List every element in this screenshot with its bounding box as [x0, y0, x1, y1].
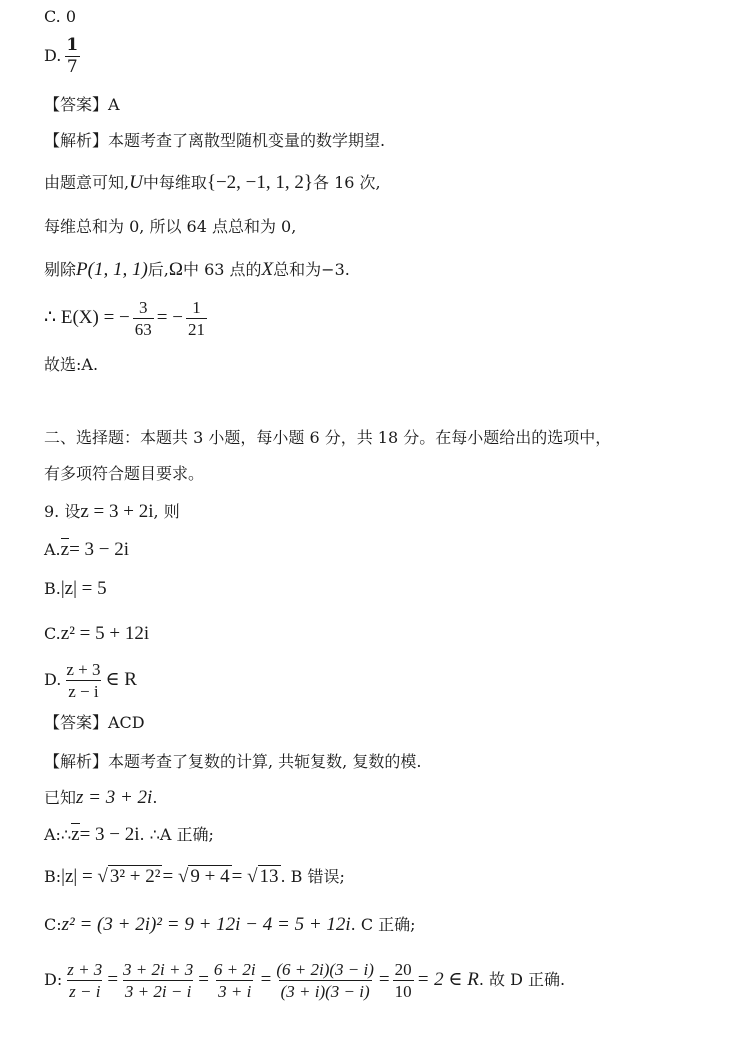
section-heading-line1: 二、选择题：本题共 3 小题，每小题 6 分，共 18 分。在每小题给出的选项中， [44, 428, 612, 447]
solution-step-d: D: $\frac{z + 3}{z - i}$ = $\frac{3 + 2i + 3}{3 + 2i - i}$ = $\frac{6 + 2i}{3 + i}$ = $\frac{(6 + 2i)(3 - i)}{(3 + i)(3 - i)}$ = $\frac{20}{10}$ = 2 ∈ R. 故 D 正确. [44, 960, 566, 1001]
option-c: C. 0 [44, 7, 77, 26]
conclusion: 故选:A. [44, 355, 99, 374]
given-line: 已知z = 3 + 2i. [44, 787, 158, 808]
answer-line: 【答案】ACD [44, 713, 145, 732]
option-d [44, 36, 83, 77]
option-label: D. [44, 46, 62, 65]
analysis-heading: 【解析】本题考查了复数的计算, 共轭复数, 复数的模. [44, 752, 422, 771]
option-b: B.|z| = 5 [44, 578, 107, 599]
question-stem: 9. 设z = 3 + 2i, 则 [44, 501, 180, 522]
fraction: $\frac{20}{10}$ [394, 960, 412, 1001]
option-a: A.z= 3 − 2i [44, 539, 130, 560]
fraction: $\frac{z + 3}{z - i}$ [67, 960, 103, 1001]
fraction: $\frac{1}{7}$ [66, 35, 79, 77]
fraction: $\frac{z + 3}{z - i}$ [66, 660, 101, 701]
solution-step-b: B:|z| = √ 3² + 2² = √ 9 + 4 = √ 13 . B 错误; [44, 866, 345, 887]
fraction: $\frac{(6 + 2i)(3 - i)}{(3 + i)(3 - i)}$ [276, 960, 374, 1001]
answer-line: 【答案】A [44, 95, 120, 114]
fraction: $\frac{1}{21}$ [187, 298, 205, 339]
solution-step-c: C:z² = (3 + 2i)² = 9 + 12i − 4 = 5 + 12i. C 正确; [44, 914, 416, 935]
solution-step-a: A:∴z= 3 − 2i. ∴A 正确; [44, 824, 214, 845]
fraction: $\frac{6 + 2i}{3 + i}$ [213, 960, 256, 1001]
fraction: $\frac{3 + 2i + 3}{3 + 2i - i}$ [123, 960, 194, 1001]
solution-step-1: 由题意可知,U中每维取{−2, −1, 1, 2}各 16 次, [44, 172, 381, 193]
fraction: $\frac{3}{63}$ [134, 298, 152, 339]
option-d: D. $\frac{z + 3}{z - i}$ ∈ R [44, 660, 137, 701]
solution-step-2: 每维总和为 0, 所以 64 点总和为 0, [44, 217, 297, 236]
analysis-heading: 【解析】本题考查了离散型随机变量的数学期望. [44, 131, 386, 150]
solution-step-4: ∴ E(X) = − $\frac{3}{63}$ = − $\frac{1}{21}$ [44, 298, 205, 339]
solution-step-3: 剔除P(1, 1, 1)后,Ω中 63 点的X总和为−3. [44, 259, 350, 280]
section-heading-line2: 有多项符合题目要求。 [44, 464, 205, 483]
option-c: C.z² = 5 + 12i [44, 623, 150, 644]
